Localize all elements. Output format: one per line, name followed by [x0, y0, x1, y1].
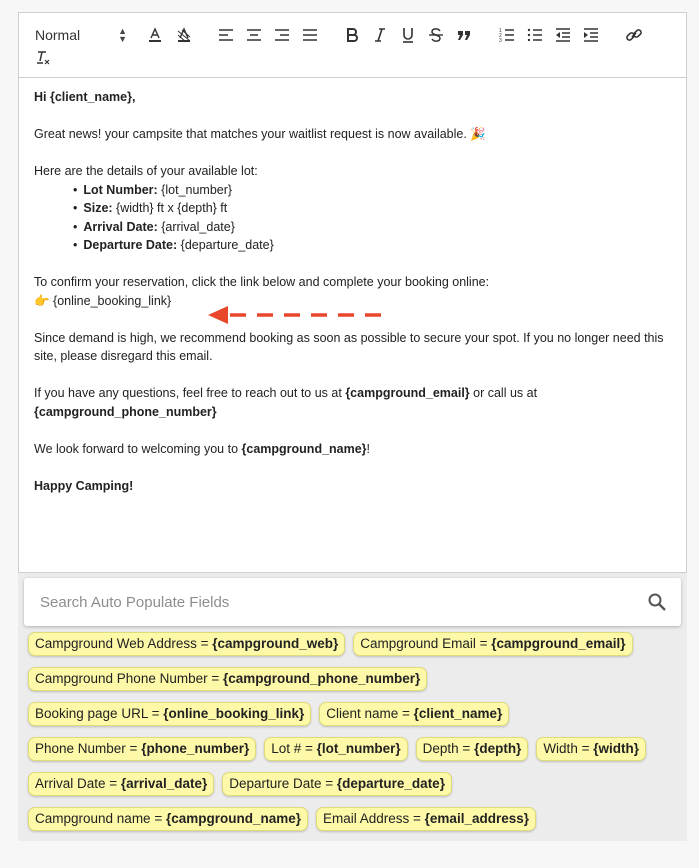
questions-text: If you have any questions, feel free to reach out to us at {campground_email} or call us at {campground_phone_number}	[34, 386, 538, 419]
greeting: Hi {client_name},	[34, 90, 136, 104]
party-icon: 🎉	[470, 127, 486, 141]
chip-row	[28, 632, 633, 656]
field-chip-email-address[interactable]: Email Address = {email_address}	[316, 807, 536, 831]
email-editor	[18, 12, 687, 573]
auto-populate-panel	[18, 573, 687, 841]
indent-icon[interactable]	[581, 25, 601, 45]
pointing-hand-icon: 👉	[34, 293, 50, 308]
clear-format-icon[interactable]	[33, 48, 53, 68]
editor-toolbar	[19, 13, 686, 78]
field-chip-arrival-date[interactable]: Arrival Date = {arrival_date}	[28, 772, 214, 796]
search-input[interactable]	[40, 578, 620, 626]
bullet-list-icon[interactable]	[525, 25, 545, 45]
field-chip-campground-phone[interactable]: Campground Phone Number = {campground_phone_number}	[28, 667, 427, 691]
underline-icon[interactable]	[398, 25, 418, 45]
signoff: Happy Camping!	[34, 478, 134, 493]
details-list	[34, 181, 674, 255]
annotation-arrow-icon	[208, 302, 388, 328]
details-heading: Here are the details of your available lot:	[34, 164, 258, 178]
align-left-icon[interactable]	[216, 25, 236, 45]
booking-link-token: {online_booking_link}	[49, 293, 172, 308]
confirm-text: To confirm your reservation, click the link below and complete your booking online:	[34, 275, 490, 289]
field-chip-booking-url[interactable]: Booking page URL = {online_booking_link}	[28, 702, 311, 726]
welcome-text: We look forward to welcoming you to {campground_name}!	[34, 441, 371, 456]
outdent-icon[interactable]	[553, 25, 573, 45]
select-arrows-icon: ▲ ▼	[118, 26, 127, 44]
field-chip-campground-email[interactable]: Campground Email = {campground_email}	[353, 632, 632, 656]
quote-icon[interactable]	[454, 25, 474, 45]
svg-text:3: 3	[499, 38, 502, 44]
email-body[interactable]	[34, 88, 674, 495]
align-right-icon[interactable]	[272, 25, 292, 45]
ordered-list-icon[interactable]	[497, 25, 517, 45]
list-item: • Arrival Date: {arrival_date}	[73, 218, 674, 237]
intro-text: Great news! your campsite that matches your waitlist request is now available.	[34, 127, 467, 141]
text-color-icon[interactable]	[145, 25, 165, 45]
search-box	[24, 578, 681, 626]
field-chip-campground-name[interactable]: Campground name = {campground_name}	[28, 807, 308, 831]
field-chip-departure-date[interactable]: Departure Date = {departure_date}	[222, 772, 452, 796]
search-icon[interactable]	[647, 592, 667, 612]
demand-text: Since demand is high, we recommend booking as soon as possible to secure your spot. If you no longer need this site, please disregard this email.	[34, 330, 664, 363]
field-chip-lot-number[interactable]: Lot # = {lot_number}	[264, 737, 407, 761]
list-item: • Size: {width} ft x {depth} ft	[73, 199, 674, 218]
strikethrough-icon[interactable]	[426, 25, 446, 45]
italic-icon[interactable]	[370, 25, 390, 45]
format-select-value: Normal	[35, 27, 81, 43]
list-item: • Departure Date: {departure_date}	[73, 236, 674, 255]
bold-icon[interactable]	[342, 25, 362, 45]
list-item: • Lot Number: {lot_number}	[73, 181, 674, 200]
field-chip-campground-web[interactable]: Campground Web Address = {campground_web}	[28, 632, 345, 656]
svg-text:1: 1	[499, 28, 502, 34]
chip-row	[28, 807, 536, 831]
highlight-icon[interactable]	[174, 25, 194, 45]
format-select[interactable]	[35, 25, 127, 45]
chip-row	[28, 737, 646, 761]
field-chip-depth[interactable]: Depth = {depth}	[416, 737, 529, 761]
align-center-icon[interactable]	[244, 25, 264, 45]
align-justify-icon[interactable]	[300, 25, 320, 45]
svg-text:2: 2	[499, 33, 502, 39]
field-chip-phone-number[interactable]: Phone Number = {phone_number}	[28, 737, 256, 761]
chip-row	[28, 772, 452, 796]
chip-row	[28, 667, 427, 691]
chip-row	[28, 702, 509, 726]
link-icon[interactable]	[624, 25, 644, 45]
field-chip-width[interactable]: Width = {width}	[536, 737, 646, 761]
field-chip-client-name[interactable]: Client name = {client_name}	[319, 702, 509, 726]
